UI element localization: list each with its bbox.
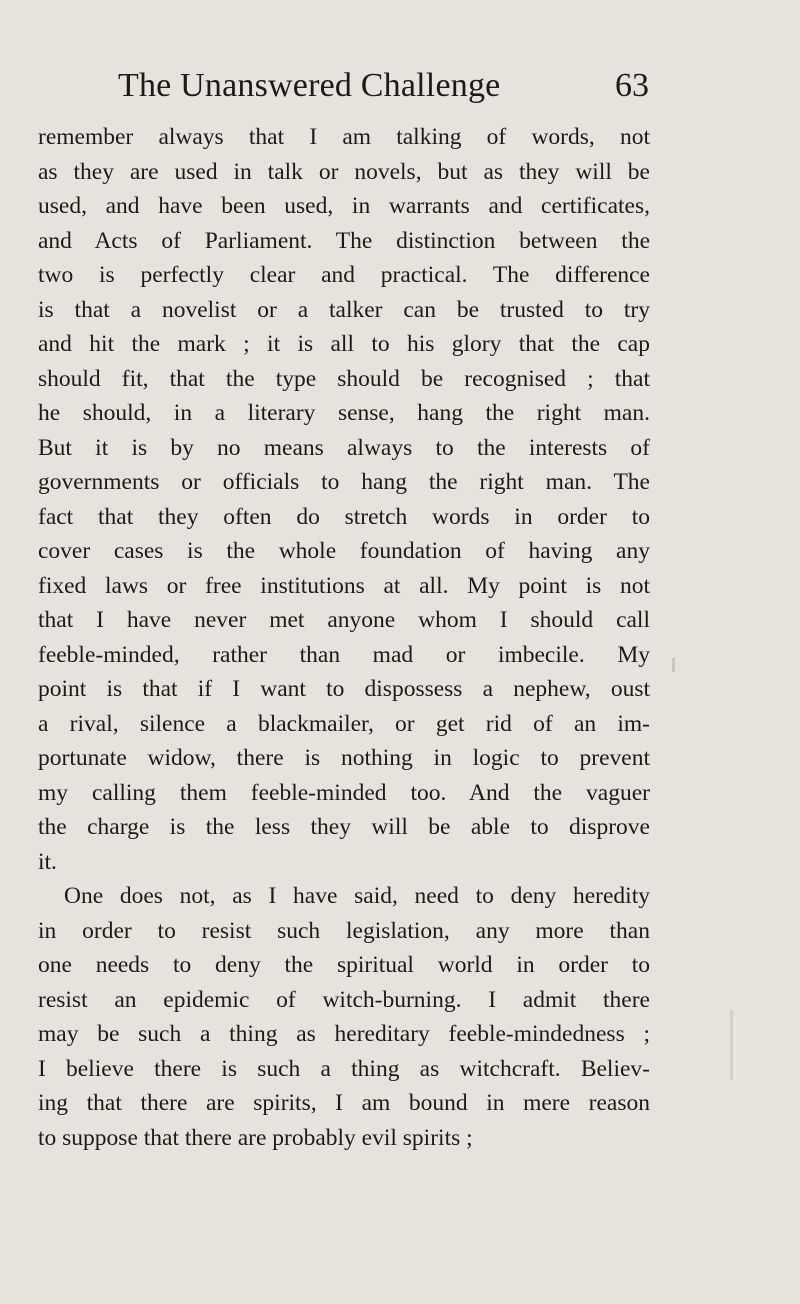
text-line: the charge is the less they will be able to disprove	[38, 814, 650, 840]
text-line: resist an epidemic of witch-burning. I admit there	[38, 986, 650, 1013]
text-line: governments or officials to hang the right man. The	[38, 469, 650, 495]
text-line: point is that if I want to dispossess a nephew, oust	[38, 676, 650, 702]
text-line: I believe there is such a thing as witchcraft. Believ-	[38, 1055, 650, 1082]
text-line: one needs to deny the spiritual world in order to	[38, 952, 650, 978]
text-line: feeble-minded, rather than mad or imbecile. My	[38, 641, 650, 668]
text-line: fixed laws or free institutions at all. My point is not	[38, 572, 650, 599]
text-line: as they are used in talk or novels, but as they will be	[38, 158, 650, 185]
text-line: that I have never met anyone whom I should call	[38, 607, 650, 633]
body-text	[38, 120, 650, 1155]
text-line: should fit, that the type should be recognised ; that	[38, 365, 650, 392]
text-line: to suppose that there are probably evil spirits ;	[38, 1124, 473, 1151]
text-line: and Acts of Parliament. The distinction between the	[38, 227, 650, 254]
text-line: it.	[38, 848, 57, 875]
paragraph-2	[38, 879, 650, 1155]
text-line: he should, in a literary sense, hang the right man.	[38, 400, 650, 426]
paragraph-1	[38, 120, 650, 879]
page-number: 63	[615, 67, 649, 104]
text-line: and hit the mark ; it is all to his glory that the cap	[38, 331, 650, 357]
text-line: in order to resist such legislation, any more than	[38, 917, 650, 944]
text-line: fact that they often do stretch words in order to	[38, 503, 650, 530]
text-line: my calling them feeble-minded too. And the vaguer	[38, 779, 650, 806]
text-line: portunate widow, there is nothing in logic to prevent	[38, 745, 650, 771]
text-line: But it is by no means always to the interests of	[38, 434, 650, 461]
text-line: One does not, as I have said, need to deny heredity	[64, 883, 650, 909]
page-speck-mark	[672, 658, 675, 672]
text-line: two is perfectly clear and practical. The difference	[38, 262, 650, 288]
text-line: may be such a thing as hereditary feeble-mindedness ;	[38, 1021, 650, 1047]
text-line: ing that there are spirits, I am bound in mere reason	[38, 1090, 650, 1116]
text-line: remember always that I am talking of words, not	[38, 124, 650, 150]
running-title: The Unanswered Challenge	[118, 67, 501, 104]
text-line: is that a novelist or a talker can be trusted to try	[38, 296, 650, 323]
text-line: a rival, silence a blackmailer, or get rid of an im-	[38, 710, 650, 737]
text-line: cover cases is the whole foundation of having any	[38, 538, 650, 564]
page-speck-mark	[730, 1010, 733, 1080]
text-line: used, and have been used, in warrants and certificates,	[38, 193, 650, 219]
running-head	[0, 64, 800, 108]
